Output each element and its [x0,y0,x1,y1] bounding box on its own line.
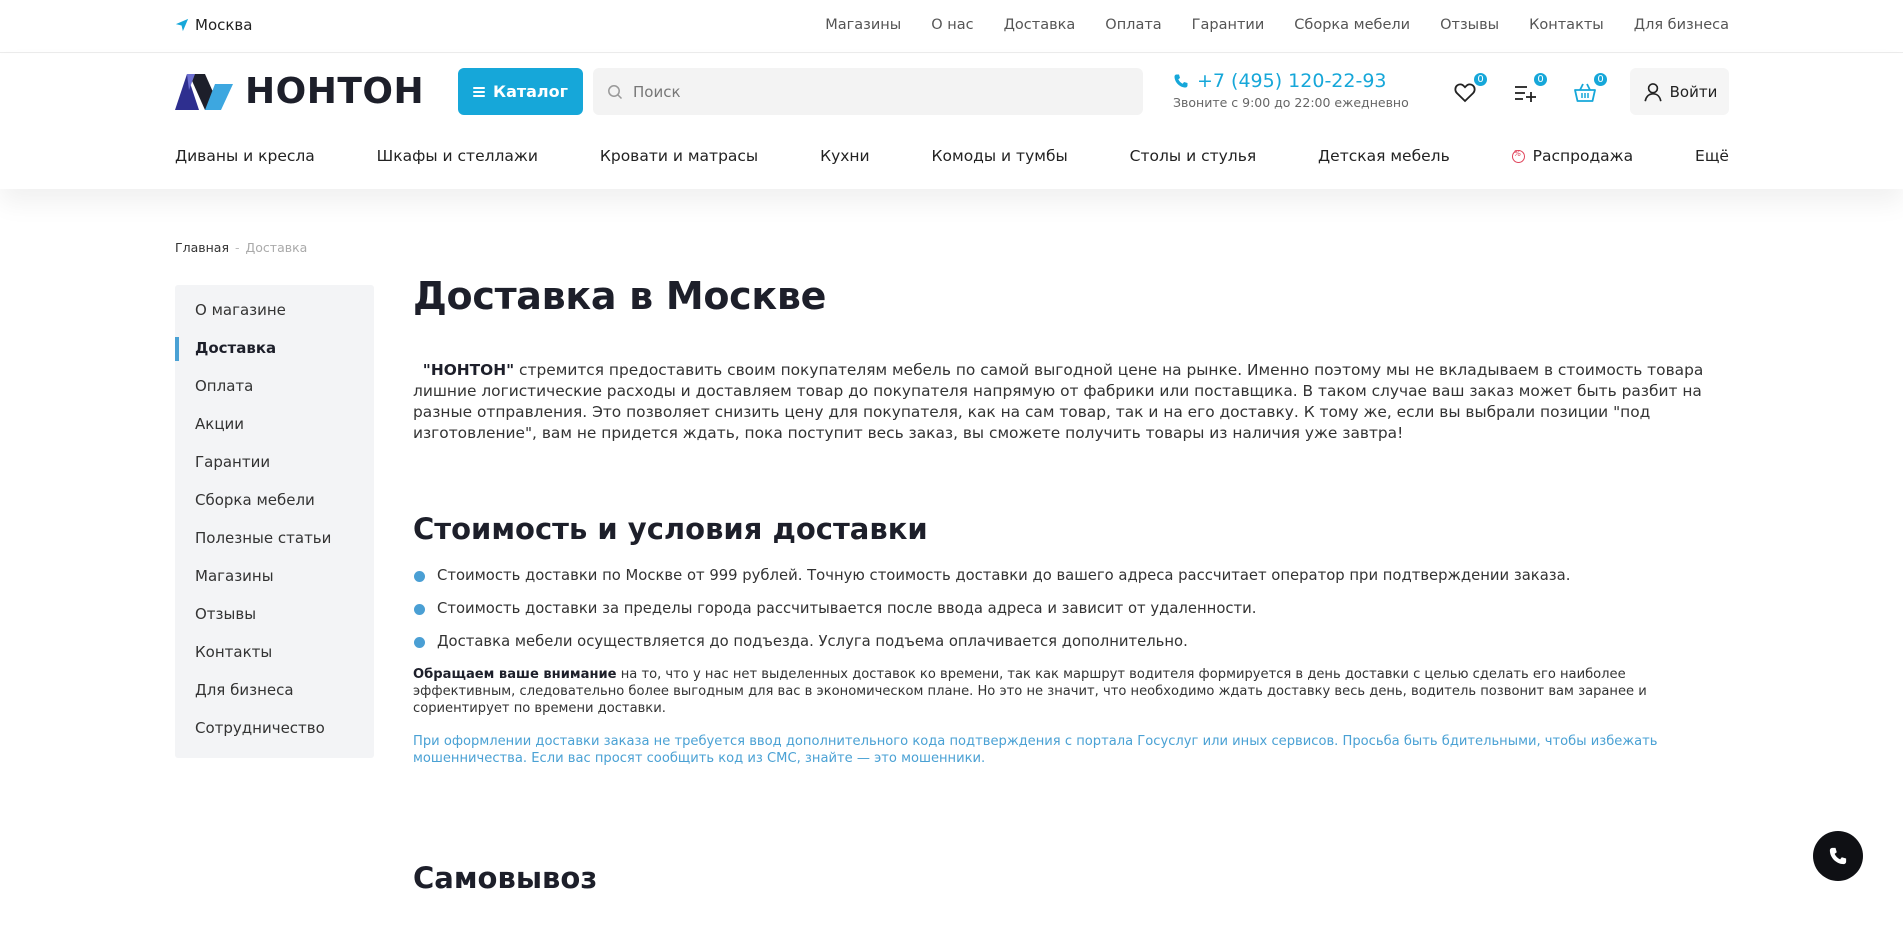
city-selector[interactable] [175,16,252,34]
logo-text: НОНТОН [245,70,425,112]
top-nav-guarantees[interactable]: Гарантии [1191,17,1265,33]
logo-mark-icon [175,70,235,112]
top-nav-about[interactable]: О нас [931,17,974,33]
info-sidebar [175,285,374,758]
compare-button[interactable] [1510,74,1544,108]
sidebar-item-guarantees[interactable]: Гарантии [195,453,271,471]
breadcrumb-current: Доставка [245,240,308,255]
breadcrumb [175,240,307,255]
search-input[interactable] [633,83,1113,101]
sidebar-item-cooperation[interactable]: Сотрудничество [195,719,325,737]
call-button[interactable] [1813,831,1863,881]
list-item: Стоимость доставки за пределы города рассчитывается после ввода адреса и зависит от удаленности. [413,599,1729,632]
pickup-heading: Самовывоз [413,861,598,895]
list-item: Доставка мебели осуществляется до подъезда. Услуга подъема оплачивается дополнительно. [413,632,1729,665]
page-title: Доставка в Москве [413,274,827,318]
top-nav-business[interactable]: Для бизнеса [1633,17,1729,33]
main-header [0,54,1903,189]
sidebar-item-assembly[interactable]: Сборка мебели [195,491,315,509]
heart-icon [1453,81,1477,105]
main-content [413,274,1729,895]
category-sale-label: Распродажа [1532,147,1634,165]
top-nav-contacts[interactable]: Контакты [1529,17,1604,33]
top-nav-stores[interactable]: Магазины [825,17,902,33]
top-nav-payment[interactable]: Оплата [1105,17,1162,33]
list-item: Стоимость доставки по Москве от 999 рублей. Точную стоимость доставки до вашего адреса рассчитает оператор при подтверждении заказа. [413,566,1729,599]
sale-percent-icon [1512,150,1525,163]
fraud-warning: При оформлении доставки заказа не требуется ввод дополнительного кода подтверждения с портала Госуслуг или иных сервисов. Просьба быть бдительными, чтобы избежать мошенничества. Если вас просят сообщить код из СМС, знайте — это мошенники. [413,734,1658,766]
sidebar-item-business[interactable]: Для бизнеса [195,681,294,699]
intro-text: стремится предоставить своим покупателям мебель по самой выгодной цене на рынке. Именно поэтому мы не вкладываем в стоимость товара лишние логистические расходы и доставляем товар до покупателя напрямую от фабрики или поставщика. В таком случае ваш заказ может быть разбит на разные отправления. Это позволяет снизить цену для покупателя, как на сам товар, так и на его доставку. К тому же, если вы выбрали позиции "под изготовление", вам не придется ждать, пока поступит весь заказ, вы сможете получить товары из наличия уже завтра! [413,361,1704,442]
sidebar-item-payment[interactable]: Оплата [195,377,254,395]
delivery-note-bold: Обращаем ваше внимание [413,667,617,682]
top-nav [825,17,1729,33]
category-kitchens[interactable]: Кухни [820,147,870,165]
delivery-note [413,666,1729,717]
intro-paragraph [413,360,1729,444]
intro-brand: "НОНТОН" [422,361,515,379]
catalog-label: Каталог [492,82,568,101]
cart-count-badge: 0 [1593,72,1608,87]
delivery-terms-heading: Стоимость и условия доставки [413,512,928,546]
top-bar [0,0,1903,53]
category-wardrobes[interactable]: Шкафы и стеллажи [376,147,538,165]
phone-handset-icon [1828,846,1848,866]
search-icon [607,84,623,100]
login-button[interactable] [1630,68,1729,115]
search-box [593,68,1143,115]
sidebar-item-contacts[interactable]: Контакты [195,643,273,661]
breadcrumb-separator: - [235,240,240,255]
location-arrow-icon [175,18,189,32]
top-nav-assembly[interactable]: Сборка мебели [1294,17,1411,33]
site-logo[interactable] [175,70,424,112]
category-kids[interactable]: Детская мебель [1318,147,1450,165]
menu-icon [473,87,485,97]
category-sale[interactable] [1512,147,1634,165]
delivery-note-text: на то, что у нас нет выделенных доставок ко времени, так как маршрут водителя формируется в день доставки с целью сделать его наиболее эффективным, следовательно более выгодным для вас в экономическом плане. Но это не значит, что необходимо ждать доставку весь день, водитель позвонит вам заранее и сориентирует по времени доставки. [413,667,1647,716]
category-dressers[interactable]: Комоды и тумбы [931,147,1068,165]
compare-count-badge: 0 [1533,72,1548,87]
breadcrumb-home[interactable]: Главная [175,240,229,255]
phone-block [1173,70,1409,110]
sidebar-item-delivery[interactable]: Доставка [175,329,374,367]
login-label: Войти [1669,82,1718,101]
category-nav [175,147,1729,165]
city-label: Москва [195,16,253,34]
user-icon [1642,81,1664,103]
phone-number: +7 (495) 120-22-93 [1197,70,1387,92]
top-nav-reviews[interactable]: Отзывы [1440,17,1500,33]
category-more[interactable]: Ещё [1695,147,1729,165]
delivery-terms-list [413,566,1729,665]
top-nav-delivery[interactable]: Доставка [1003,17,1076,33]
phone-hours: Звоните с 9:00 до 22:00 ежедневно [1173,95,1409,110]
basket-icon [1573,81,1597,105]
sidebar-item-articles[interactable]: Полезные статьи [195,529,332,547]
sidebar-item-stores[interactable]: Магазины [195,567,274,585]
phone-icon [1173,73,1189,89]
category-sofas[interactable]: Диваны и кресла [175,147,315,165]
phone-link[interactable] [1173,70,1409,92]
category-tables[interactable]: Столы и стулья [1129,147,1257,165]
sidebar-item-reviews[interactable]: Отзывы [195,605,257,623]
compare-list-icon [1513,81,1537,105]
category-beds[interactable]: Кровати и матрасы [599,147,759,165]
catalog-button[interactable] [458,68,583,115]
sidebar-item-about[interactable]: О магазине [195,301,286,319]
favorites-button[interactable] [1450,74,1484,108]
favorites-count-badge: 0 [1473,72,1488,87]
sidebar-item-promotions[interactable]: Акции [195,415,245,433]
cart-button[interactable] [1570,74,1604,108]
